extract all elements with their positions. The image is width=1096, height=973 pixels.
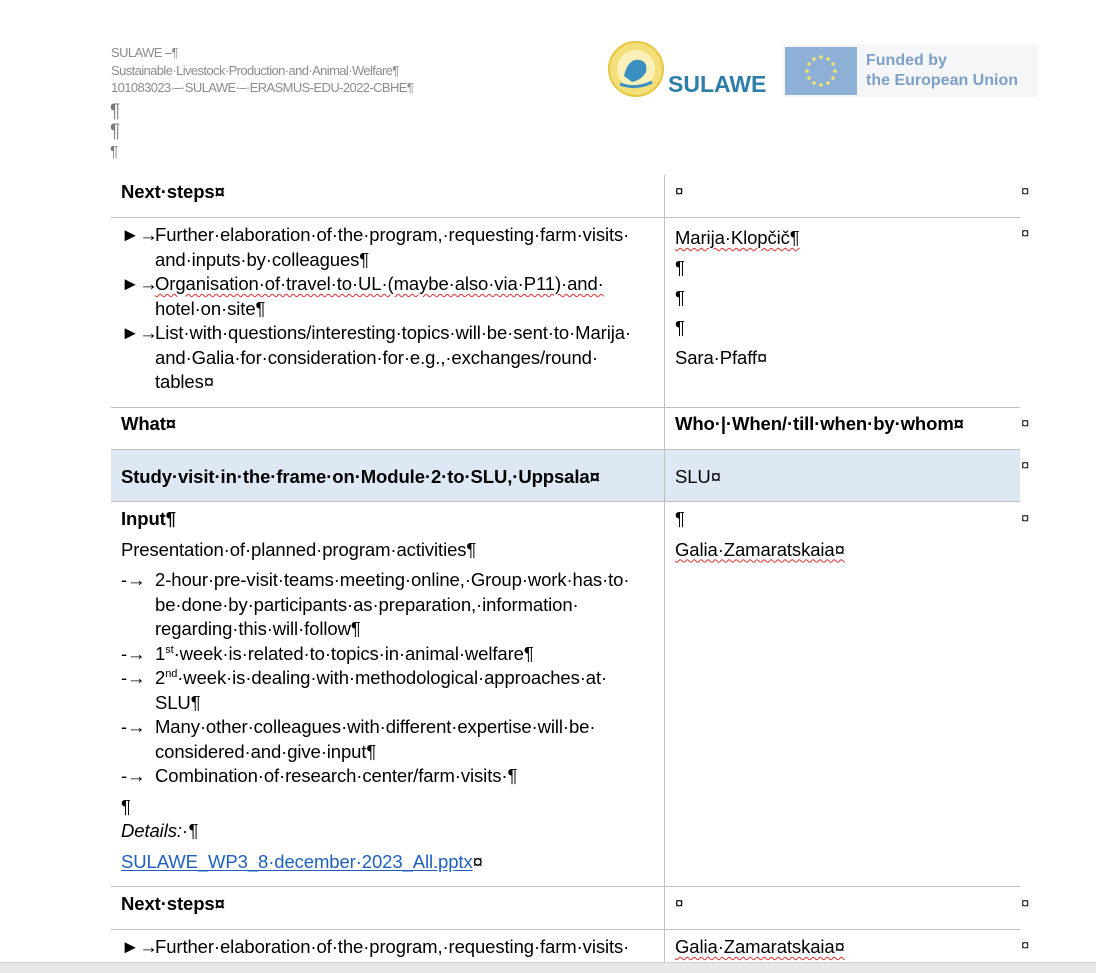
- row-border: [111, 501, 1020, 502]
- list-item-continuation: and·inputs·by·colleagues¶: [155, 248, 370, 270]
- empty-cell-mark: ¤: [675, 183, 684, 200]
- list-item-continuation: and·Galia·for·consideration·for·e.g.,·exchanges/round·: [155, 346, 598, 368]
- study-visit-who: SLU¤: [675, 466, 721, 487]
- list-item: -→ Many·other·colleagues·with·different·expertise·will·be·: [121, 716, 596, 737]
- row-border: [111, 217, 1020, 218]
- person-name: Marija·Klopčič¶: [675, 227, 800, 248]
- study-visit-title: Study·visit·in·the·frame·on·Module·2·to·SLU,·Uppsala¤: [121, 466, 600, 487]
- input-responsible: [675, 507, 845, 562]
- row-next-steps-label: Next·steps¤: [121, 181, 225, 202]
- document-header: [111, 44, 413, 97]
- details-label: Details:·¶: [121, 820, 198, 841]
- person-name: Sara·Pfaff¤: [675, 347, 768, 368]
- list-item: -→ 2-hour·pre-visit·teams·meeting·online,·Group·work·has·to·: [121, 569, 630, 590]
- pilcrow: ¶: [121, 795, 131, 817]
- row-end-mark: ¤: [1021, 183, 1030, 200]
- input-subtitle: Presentation·of·planned·program·activities¶: [121, 538, 477, 560]
- header-line-2: Sustainable·Livestock·Production·and·Animal·Welfare¶: [111, 62, 399, 78]
- list-item-continuation: regarding·this·will·follow¶: [155, 618, 361, 639]
- row-border: [111, 407, 1020, 408]
- pilcrow: ¶: [675, 317, 685, 338]
- header-line-1: SULAWE –¶: [111, 45, 178, 60]
- list-item: ►→Organisation·of·travel·to·UL·(maybe·also·via·P11)·and·: [121, 273, 604, 294]
- row-border: [111, 929, 1020, 930]
- list-item-continuation: hotel·on·site¶: [155, 297, 266, 319]
- presentation-link[interactable]: SULAWE_WP3_8·december·2023_All.pptx: [121, 850, 473, 872]
- person-name: Galia·Zamaratskaia¤: [675, 538, 845, 560]
- pilcrow: ¶: [675, 287, 685, 308]
- eu-funding-text: [866, 51, 1018, 91]
- next-steps-list: [121, 223, 631, 395]
- eu-flag-icon: [785, 47, 857, 95]
- column-header-what: What¤: [121, 413, 177, 434]
- row-end-mark: ¤: [1021, 457, 1030, 474]
- list-item: -→ 2nd·week·is·dealing·with·methodological·approaches·at·: [121, 667, 608, 688]
- row-end-mark: ¤: [1021, 937, 1030, 954]
- row-end-mark: ¤: [1021, 225, 1030, 242]
- pilcrow: ¶: [675, 257, 685, 278]
- pilcrow: ¶: [675, 508, 685, 529]
- list-item: -→ Combination·of·research·center/farm·visits·¶: [121, 765, 518, 786]
- pilcrow: ¶: [110, 143, 119, 160]
- list-item-continuation: be·done·by·participants·as·preparation,·information·: [155, 593, 579, 615]
- list-item: ►→Further·elaboration·of·the·program,·requesting·farm·visits·: [121, 936, 630, 957]
- eu-line-1: Funded by: [866, 52, 947, 69]
- sulawe-logo: [606, 40, 766, 105]
- list-item-continuation: considered·and·give·input¶: [155, 740, 377, 762]
- row-border: [111, 449, 1020, 450]
- attachment-link-row: SULAWE_WP3_8·december·2023_All.pptx¤: [121, 850, 483, 872]
- pilcrow: ¶: [110, 101, 121, 122]
- row-border: [111, 886, 1020, 887]
- input-section: [121, 507, 629, 874]
- list-item-continuation: tables¤: [155, 371, 214, 392]
- eu-line-2: the European Union: [866, 72, 1018, 89]
- list-item: -→ 1st·week·is·related·to·topics·in·animal·welfare¶: [121, 642, 534, 664]
- responsible-persons: [675, 223, 800, 373]
- input-title: Input¶: [121, 508, 176, 529]
- row-end-mark: ¤: [1021, 895, 1030, 912]
- row-end-mark: ¤: [1021, 415, 1030, 432]
- row-next-steps-label: Next·steps¤: [121, 893, 225, 914]
- status-bar: [0, 962, 1096, 973]
- empty-cell-mark: ¤: [675, 895, 684, 912]
- column-header-who: Who·|·When/·till·when·by·whom¤: [675, 413, 964, 434]
- pilcrow: ¶: [110, 121, 121, 142]
- column-divider: [664, 175, 665, 962]
- list-item: ►→Further·elaboration·of·the·program,·requesting·farm·visits·: [121, 224, 630, 245]
- row-end-mark: ¤: [1021, 510, 1030, 527]
- eu-funding-logo: [783, 45, 1038, 97]
- list-item: ►→List·with·questions/interesting·topics·will·be·sent·to·Marija·: [121, 322, 631, 343]
- sulawe-logo-text: SULAWE: [668, 71, 766, 97]
- person-name: Galia·Zamaratskaia¤: [675, 936, 845, 957]
- list-item-continuation: SLU¶: [155, 691, 201, 713]
- empty-paragraphs: [110, 102, 120, 162]
- header-line-3: 101083023·–·SULAWE·–·ERASMUS-EDU-2022-CBHE¶: [111, 80, 414, 95]
